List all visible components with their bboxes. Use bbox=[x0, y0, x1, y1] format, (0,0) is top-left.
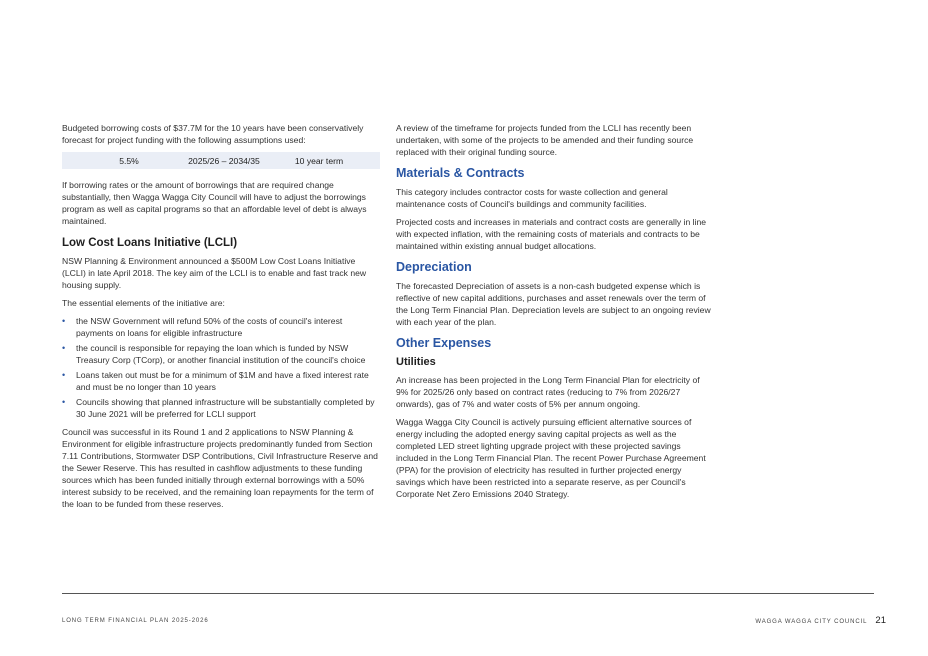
bullet-icon: • bbox=[62, 343, 66, 353]
left-column bbox=[62, 122, 380, 516]
borrowing-paragraph: If borrowing rates or the amount of borrowings that are required change substantially, then Wagga Wagga City Council will have to adjust the borrowings program as well as capital programs so that an affordable level of debt is always maintained. bbox=[62, 180, 367, 226]
lcli-paragraph-3: Council was successful in its Round 1 and 2 applications to NSW Planning & Environment for eligible infrastructure projects predominantly funded from Section 7.11 Contributions, Stormwater DSP Contributions, Civil Infrastructure Reserve and the Sewer Reserve. This has resulted in cashflow adjustments to these funding sources which has been funded initially through external borrowings with a 50% interest subsidy to be received, and the remaining loan repayments for the term of the loan to be funded from these reserves. bbox=[62, 427, 378, 509]
page-number: 21 bbox=[875, 615, 886, 626]
borrowing-intro: Budgeted borrowing costs of $37.7M for the 10 years have been conservatively forecast for project funding with the following assumptions used: bbox=[62, 123, 364, 145]
utilities-heading: Utilities bbox=[396, 356, 436, 368]
lcli-paragraph-2: The essential elements of the initiative are: bbox=[62, 298, 225, 308]
utilities-paragraph-2: Wagga Wagga City Council is actively pursuing efficient alternative sources of energy including the adopted energy saving capital projects as well as the completed LED street lighting upgrade project with these projected savings included in the Long Term Financial Plan. The recent Power Purchase Agreement (PPA) for the provision of electricity has resulted in further projected energy savings which have been restricted into a separate reserve, as per Council's Corporate Net Zero Emissions 2040 Strategy. bbox=[396, 417, 706, 499]
assumptions-table bbox=[62, 152, 380, 169]
lcli-review-paragraph: A review of the timeframe for projects funded from the LCLI has recently been undertaken, with some of the projects to be amended and their funding source replaced with their original funding source. bbox=[396, 123, 694, 157]
assumption-period: 2025/26 – 2034/35 bbox=[188, 155, 260, 166]
depreciation-paragraph: The forecasted Depreciation of assets is a non-cash budgeted expense which is reflective of new capital additions, purchases and asset renewals over the term of the Long Term Financial Plan. Depreciation levels are subject to an ongoing review with each year of the plan. bbox=[396, 281, 711, 327]
list-item: • the NSW Government will refund 50% of the costs of council's interest payments on loans for eligible infrastructure bbox=[62, 316, 343, 338]
utilities-paragraph-1: An increase has been projected in the Long Term Financial Plan for electricity of 9% for 2025/26 only based on contract rates (reducing to 7% from 2026/27 onwards), gas of 7% and water costs of 5% per annum ongoing. bbox=[396, 375, 700, 409]
lcli-bullet-list bbox=[62, 315, 380, 420]
list-item: • Loans taken out must be for a minimum of $1M and have a fixed interest rate and must be no longer than 10 years bbox=[62, 370, 369, 392]
lcli-paragraph-1: NSW Planning & Environment announced a $500M Low Cost Loans Initiative (LCLI) in late April 2018. The key aim of the LCLI is to enable and fast track new housing supply. bbox=[62, 256, 367, 290]
footer-right bbox=[755, 615, 886, 626]
footer-divider bbox=[62, 593, 874, 594]
list-item: • Councils showing that planned infrastructure will be substantially completed by 30 June 2021 will be preferred for LCLI support bbox=[62, 397, 375, 419]
assumption-term: 10 year term bbox=[294, 155, 344, 166]
assumption-rate: 5.5% bbox=[119, 155, 139, 166]
bullet-icon: • bbox=[62, 316, 66, 326]
materials-paragraph-1: This category includes contractor costs for waste collection and general maintenance costs of Council's buildings and community facilities. bbox=[396, 187, 668, 209]
list-item: • the council is responsible for repaying the loan which is funded by NSW Treasury Corp (TCorp), or another financial institution of the council's choice bbox=[62, 343, 366, 365]
materials-paragraph-2: Projected costs and increases in materials and contract costs are generally in line with expected inflation, with the remaining costs of materials and contracts to be maintained within existing annual budget allocations. bbox=[396, 217, 707, 251]
footer-council-name: WAGGA WAGGA CITY COUNCIL bbox=[755, 619, 868, 625]
bullet-icon: • bbox=[62, 370, 66, 380]
footer-document-title: LONG TERM FINANCIAL PLAN 2025-2026 bbox=[62, 618, 209, 624]
other-expenses-heading: Other Expenses bbox=[396, 336, 492, 350]
materials-heading: Materials & Contracts bbox=[396, 166, 525, 180]
lcli-heading: Low Cost Loans Initiative (LCLI) bbox=[62, 237, 238, 249]
right-column bbox=[396, 122, 712, 506]
depreciation-heading: Depreciation bbox=[396, 260, 472, 274]
bullet-icon: • bbox=[62, 397, 66, 407]
